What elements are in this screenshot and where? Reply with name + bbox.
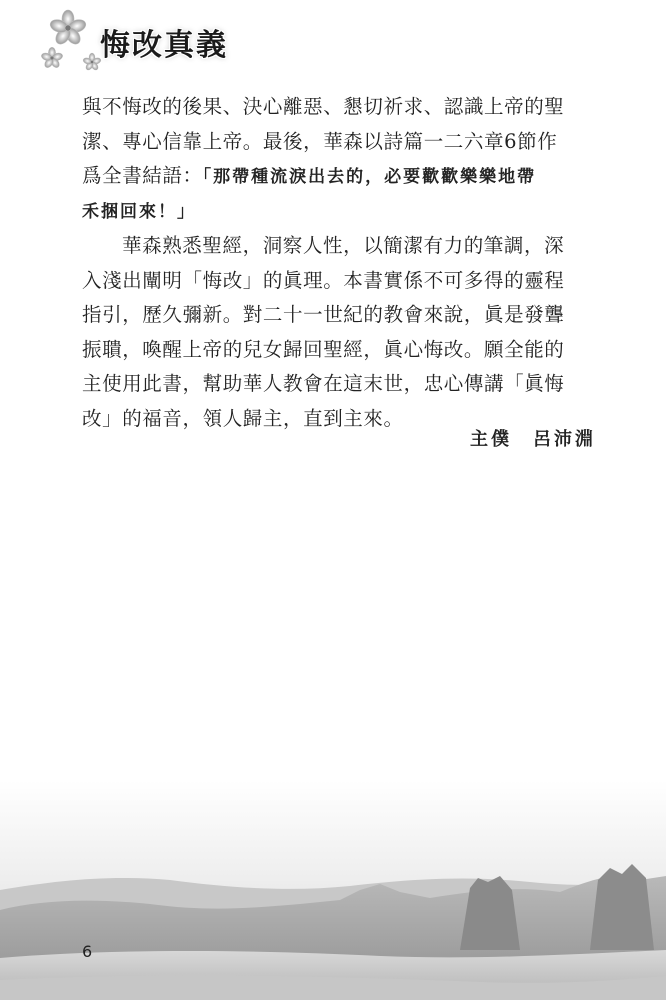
page-header: [40, 6, 260, 76]
text-line: 改」的福音，領人歸主，直到主來。: [82, 406, 404, 430]
author-signature: 主僕 呂沛淵: [470, 429, 596, 450]
text-line: 華森熟悉聖經，洞察人性，以簡潔有力的筆調，深: [122, 234, 565, 257]
text-line: 振聵，喚醒上帝的兒女歸回聖經，眞心悔改。願全能的: [82, 337, 565, 361]
text-segment: 爲全書結語：: [82, 164, 203, 187]
text-line: 入淺出闡明「悔改」的眞理。本書實係不可多得的靈程: [82, 268, 565, 292]
body-text: [82, 90, 602, 436]
text-line: [82, 159, 602, 195]
text-line: 指引，歷久彌新。對二十一世紀的教會來說，眞是發聾: [82, 303, 565, 326]
running-header-title: 悔改真義: [100, 28, 228, 63]
misty-landscape-image: [0, 780, 666, 1000]
text-line: 主使用此書，幫助華人教會在這末世，忠心傳講「眞悔: [82, 372, 565, 395]
page-number: 6: [82, 942, 93, 961]
scripture-quote: 禾捆回來！」: [82, 201, 196, 222]
text-line: 與不悔改的後果、決心離惡、懇切祈求、認識上帝的聖: [82, 95, 565, 118]
scripture-quote: 「那帶種流淚出去的，必要歡歡樂樂地帶: [202, 167, 537, 187]
text-line: 潔、專心信靠上帝。最後，華森以詩篇一二六章6節作: [82, 129, 558, 153]
